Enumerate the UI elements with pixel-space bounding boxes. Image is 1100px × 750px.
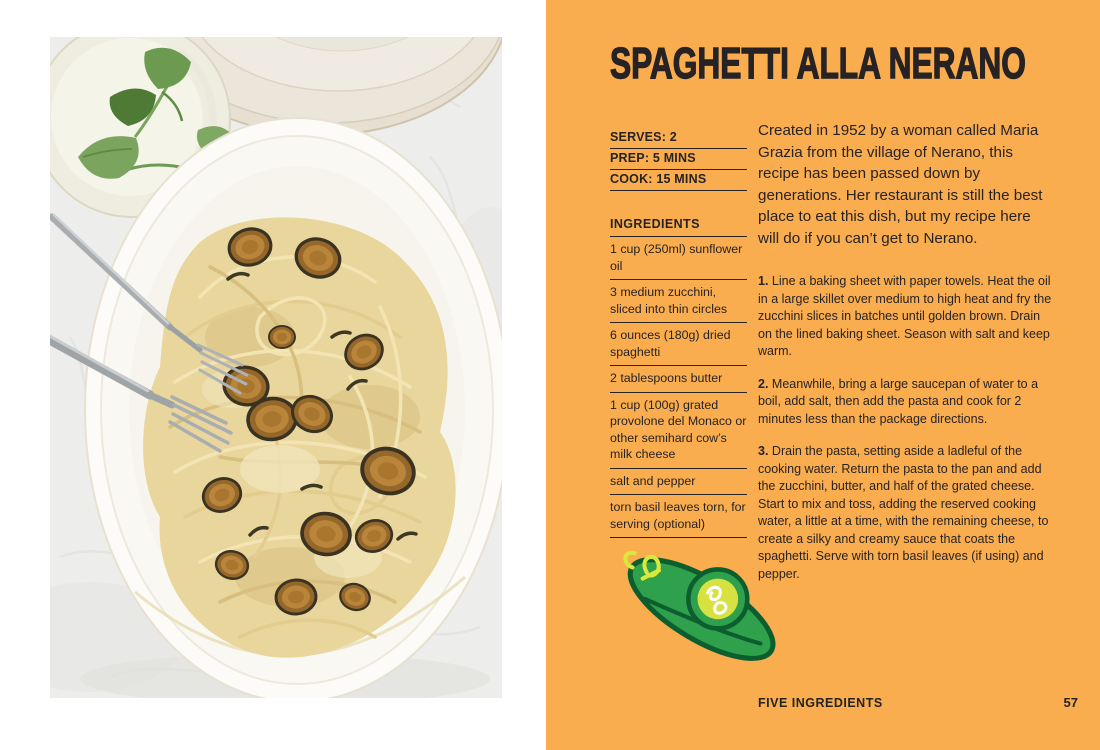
recipe-intro: Created in 1952 by a woman called Maria Grazia from the village of Nerano, this recipe has been passed down by generations. Her restaurant is still the best place to eat this dish, but my recipe here will do if you can’t get to Nerano. <box>758 122 1043 247</box>
ingredients-header: INGREDIENTS <box>610 215 747 237</box>
ingredient-item: 2 tablespoons butter <box>610 366 747 393</box>
zucchini-icon <box>612 540 780 672</box>
recipe-body <box>758 120 1052 598</box>
spaghetti-mound <box>143 217 456 657</box>
step-text: Line a baking sheet with paper towels. Heat the oil in a large skillet over medium to high heat and fry the zucchini slices in batches until golden brown. Drain on the lined baking sheet. Season with salt and keep warm. <box>758 274 1052 359</box>
section-label: FIVE INGREDIENTS <box>758 696 883 710</box>
recipe-meta <box>610 128 747 191</box>
dish-photo <box>50 37 502 698</box>
meta-item: PREP: 5 MINS <box>610 149 747 170</box>
step-number: 1. <box>758 274 769 289</box>
ingredient-item: 1 cup (100g) grated provolone del Monaco or other semihard cow’s milk cheese <box>610 393 747 469</box>
recipe-steps <box>758 273 1052 583</box>
zucchini-slice <box>688 569 747 628</box>
recipe-page <box>546 0 1100 750</box>
step-number: 3. <box>758 444 769 459</box>
page-number: 57 <box>1063 695 1078 710</box>
recipe-step <box>758 376 1052 429</box>
recipe-title: SPAGHETTI ALLA NERANO <box>610 39 1026 88</box>
dish-photo-art <box>50 37 502 698</box>
ingredient-item: 6 ounces (180g) dried spaghetti <box>610 323 747 366</box>
meta-item: SERVES: 2 <box>610 128 747 149</box>
ingredient-item: salt and pepper <box>610 469 747 496</box>
ingredients-list <box>610 237 747 538</box>
recipe-sidebar <box>610 128 747 538</box>
step-text: Drain the pasta, setting aside a ladleful of the cooking water. Return the pasta to the pan and add the zucchini, butter, and half of the grated cheese. Start to mix and toss, adding the reserved cooking water, a little at a time, with the remaining cheese, to create a silky and creamy sauce that coats the spaghetti. Serve with torn basil leaves (if using) and pepper. <box>758 444 1049 581</box>
step-number: 2. <box>758 376 769 391</box>
recipe-step <box>758 273 1052 361</box>
recipe-step <box>758 443 1052 583</box>
ingredient-item: torn basil leaves torn, for serving (optional) <box>610 495 747 538</box>
meta-item: COOK: 15 MINS <box>610 170 747 191</box>
ingredient-item: 3 medium zucchini, sliced into thin circles <box>610 280 747 323</box>
photo-page <box>0 0 546 750</box>
ingredient-item: 1 cup (250ml) sunflower oil <box>610 237 747 280</box>
step-text: Meanwhile, bring a large saucepan of water to a boil, add salt, then add the pasta and cook for 2 minutes less than the package directions. <box>758 376 1039 426</box>
